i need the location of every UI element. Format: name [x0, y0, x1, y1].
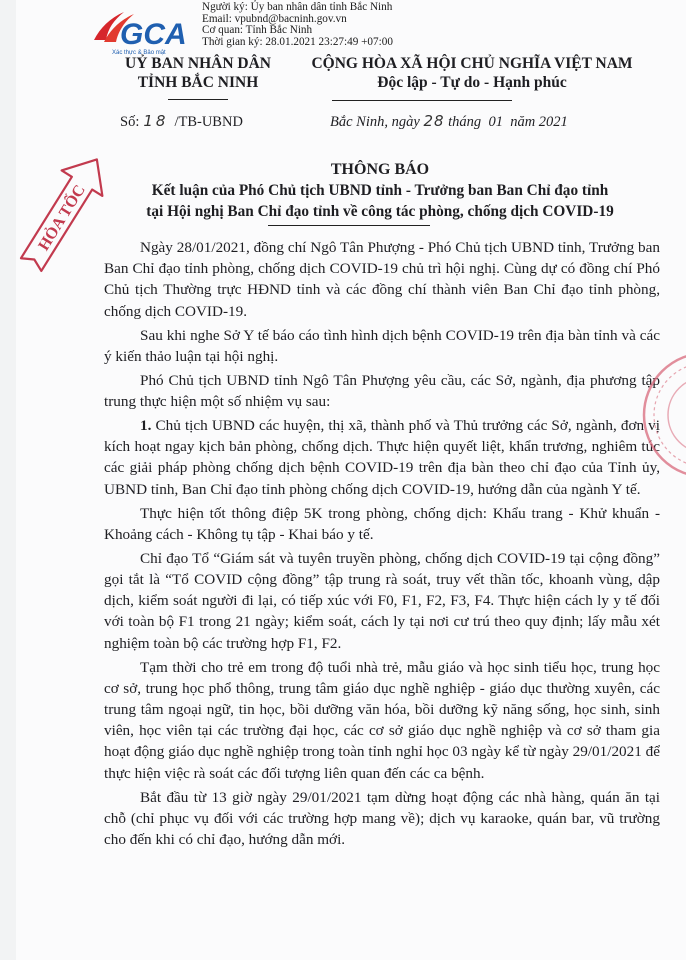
motto: Độc lập - Tự do - Hạnh phúc — [377, 74, 567, 91]
signer-line: Người ký: Ủy ban nhân dân tỉnh Bắc Ninh — [202, 1, 393, 13]
item-number: 1. — [140, 417, 152, 435]
issuer-province: TỈNH BẮC NINH — [137, 74, 259, 91]
svg-text:Xác thực & Bảo mật: Xác thực & Bảo mật — [112, 50, 166, 56]
digital-signature-info — [202, 2, 393, 48]
urgent-stamp-text: HỎA TỐC — [35, 182, 89, 254]
document-subtitle: Kết luận của Phó Chủ tịch UBND tỉnh - Trưởng ban Ban Chỉ đạo tỉnh tại Hội nghị Ban Chỉ đạo tỉnh về công tác phòng, chống dịch COVID-19 — [146, 182, 614, 220]
place-date: Bắc Ninh, ngày 28 tháng 01 năm 2021 — [330, 112, 568, 130]
handwritten-day: 28 — [423, 112, 445, 130]
paragraph: Bắt đầu từ 13 giờ ngày 29/01/2021 tạm dừng hoạt động các nhà hàng, quán ăn tại chỗ (chỉ phục vụ đối với các trường hợp mang về); dịch vụ karaoke, quán bar, vũ trường cho đến khi có chỉ đạo, hướng dẫn mới. — [104, 788, 660, 849]
handwritten-number: 18 — [143, 112, 169, 130]
motto-underline — [332, 100, 512, 101]
paragraph: Tạm thời cho trẻ em trong độ tuổi nhà trẻ, mẫu giáo và học sinh tiểu học, trung học cơ sở, trung học phổ thông, trung tâm giáo dục nghề nghiệp - giáo dục thường xuyên, các trung tâm ngoại ngữ, tin học, bồi dưỡng văn hóa, bồi dưỡng kỹ năng sống, học sinh, sinh viên, học viên tại các trường đại học, các cơ sở giáo dục nghề nghiệp và cơ sở tham gia hoạt động giáo dục nghề nghiệp trong toàn tỉnh nghỉ học 03 ngày kể từ ngày 29/01/2021 để thực hiện việc rà soát các đối tượng liên quan đến các ca bệnh. — [104, 658, 660, 782]
issuer-name: UỶ BAN NHÂN DÂN — [125, 55, 271, 72]
paragraph: Sau khi nghe Sở Y tế báo cáo tình hình dịch bệnh COVID-19 trên địa bàn tỉnh và các ý kiến thảo luận tại hội nghị. — [104, 326, 660, 365]
paragraph: Phó Chủ tịch UBND tỉnh Ngô Tân Phượng yêu cầu, các Sở, ngành, địa phương tập trung thực hiện một số nhiệm vụ sau: — [104, 371, 660, 411]
official-seal — [640, 345, 686, 485]
paragraph-item-1: 1. Chủ tịch UBND các huyện, thị xã, thành phố và Thủ trưởng các Sở, ngành, đơn vị kích hoạt ngay kịch bản phòng, chống dịch. Thực hiện quyết liệt, khẩn trương, nghiêm túc các giải pháp phòng chống dịch bệnh COVID-19 trên địa bàn theo chỉ đạo của Tỉnh ủy, UBND tỉnh, Ban Chỉ đạo tỉnh phòng chống dịch COVID-19, hướng dẫn của ngành Y tế. — [104, 417, 660, 498]
title-underline — [268, 225, 430, 226]
document-number: Số: 18 /TB-UBND — [120, 112, 243, 130]
issuer-block — [118, 54, 278, 92]
email-line: Email: vpubnd@bacninh.gov.vn — [202, 12, 347, 25]
paragraph: Ngày 28/01/2021, đồng chí Ngô Tân Phượng - Phó Chủ tịch UBND tỉnh, Trưởng ban Ban Chỉ đạo tỉnh phòng, chống dịch COVID-19 chủ trì hội nghị. Cùng dự có đồng chí Phó Chủ tịch Thường trực HĐND tỉnh và các đồng chí thành viên Ban Chỉ đạo tỉnh phòng, chống dịch COVID-19. — [104, 239, 660, 320]
signed-time-line: Thời gian ký: 28.01.2021 23:27:49 +07:00 — [202, 35, 393, 48]
nation-name: CỘNG HÒA XÃ HỘI CHỦ NGHĨA VIỆT NAM — [311, 55, 633, 72]
issuer-underline — [168, 99, 228, 100]
logo-text: GCA — [120, 18, 187, 51]
document-body — [104, 237, 660, 853]
national-motto-block — [272, 54, 672, 92]
document-type: THÔNG BÁO — [330, 161, 430, 178]
paragraph: Chỉ đạo Tổ “Giám sát và tuyên truyền phòng, chống dịch COVID-19 tại cộng đồng” gọi tắt là “Tổ COVID cộng đồng” tập trung rà soát, truy vết thần tốc, khoanh vùng, dập dịch, kiểm soát người đi lại, có tiếp xúc với F0, F1, F2, F3, F4. Thực hiện cách ly y tế đối với toàn bộ F1 trong 21 ngày; kiểm soát, cách ly tại nơi cư trú theo quy định; lấy mẫu xét nghiệm toàn bộ các trường hợp F1, F2. — [104, 549, 660, 652]
agency-line: Cơ quan: Tỉnh Bắc Ninh — [202, 24, 313, 37]
vgca-logo — [90, 10, 200, 56]
paragraph: Thực hiện tốt thông điệp 5K trong phòng, chống dịch: Khẩu trang - Khử khuẩn - Khoảng cách - Không tụ tập - Khai báo y tế. — [104, 504, 660, 543]
